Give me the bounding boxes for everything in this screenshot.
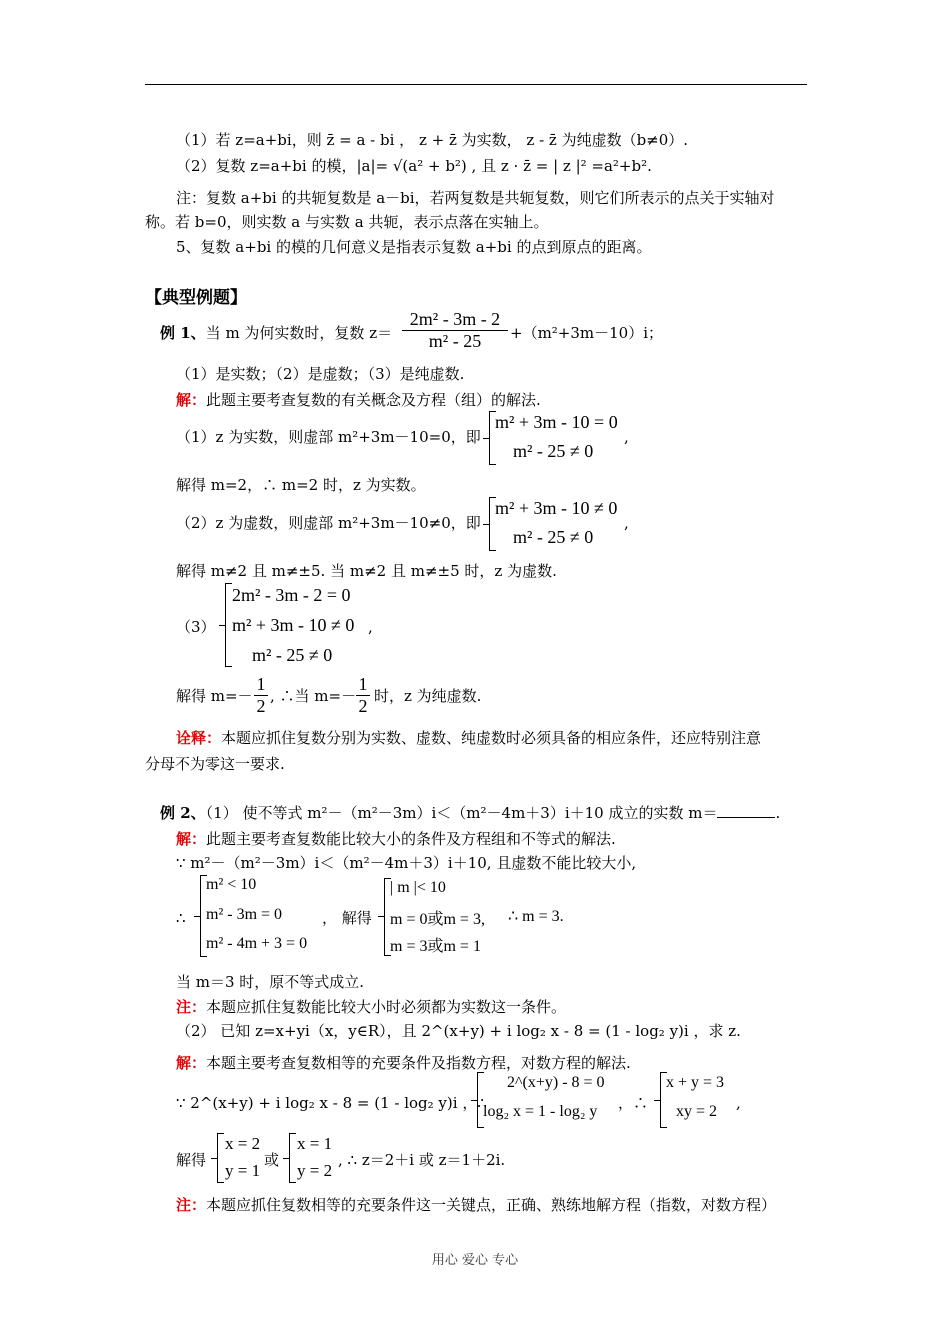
fraction-numerator: 1 xyxy=(356,674,370,696)
text-line: , xyxy=(624,514,629,532)
equation: x = 1 xyxy=(297,1134,333,1153)
text-line: （1）z 为实数，则虚部 m²+3m－10=0，即 xyxy=(176,428,481,446)
page-footer: 用心 爱心 专心 xyxy=(431,1253,519,1268)
example-label: 例 1、 xyxy=(160,324,206,342)
text-line: +（m²+3m－10）i； xyxy=(510,324,664,342)
text-line xyxy=(176,1053,631,1073)
text-line: , ∴当 m=－ xyxy=(270,687,357,705)
text-line: （2）z 为虚数，则虚部 m²+3m－10≠0，即 xyxy=(176,514,481,532)
text-line: 或 xyxy=(264,1151,280,1169)
text-line: （1）是实数；（2）是虚数；（3）是纯虚数. xyxy=(176,365,465,383)
condition: m² < 10 xyxy=(206,876,257,893)
text-line: , xyxy=(736,1094,741,1112)
note-text: 本题应抓住复数相等的充要条件这一关键点，正确、熟练地解方程（指数，对数方程） xyxy=(206,1196,777,1214)
equation: y = 1 xyxy=(225,1161,261,1180)
brace-notch xyxy=(654,1100,661,1101)
text-line: 解得 m≠2 且 m≠±5. 当 m≠2 且 m≠±5 时，z 为虚数. xyxy=(176,562,557,580)
equation: m² + 3m - 10 ≠ 0 xyxy=(495,498,618,518)
fraction-denominator: 2 xyxy=(358,696,368,716)
text-line: 称。若 b=0，则实数 a 与实数 a 共轭，表示点落在实轴上。 xyxy=(145,213,549,231)
text-line: ∵ 2^(x+y) + i log₂ x - 8 = (1 - log₂ y)i ，∴ xyxy=(176,1094,487,1112)
text-line: , xyxy=(624,428,629,446)
equation: m² - 25 ≠ 0 xyxy=(513,527,594,547)
equation: m² + 3m - 10 = 0 xyxy=(495,412,618,432)
answer-blank[interactable] xyxy=(717,817,775,818)
section-heading: 【典型例题】 xyxy=(145,288,247,308)
note-label: 诠释： xyxy=(176,729,222,747)
text-line: （2）复数 z=a+bi 的模，|a|= √(a² + b²) , 且 z · z̄ = | z |² =a²+b². xyxy=(176,157,652,175)
text-line xyxy=(176,1195,776,1215)
equation: xy = 2 xyxy=(676,1103,718,1120)
text-line: ，∴ xyxy=(618,1094,649,1112)
text-line: ， 解得 xyxy=(322,909,372,927)
equation: 2m² - 3m - 2 = 0 xyxy=(232,585,351,605)
text-line xyxy=(176,390,541,410)
example-label: 例 2、 xyxy=(160,804,206,822)
fraction xyxy=(402,309,508,352)
brace-notch xyxy=(471,1100,478,1101)
fraction-denominator: 2 xyxy=(256,696,266,716)
brace-notch xyxy=(219,625,226,626)
example-text: （1） 使不等式 m²－（m²－3m）i＜（m²－4m＋3）i＋10 成立的实数 m＝ xyxy=(205,804,718,822)
header-rule xyxy=(145,84,807,85)
equation: x + y = 3 xyxy=(666,1074,725,1091)
text-line: （2） 已知 z=x+yi（x，y∈R），且 2^(x+y) + i log₂ x - 8 = (1 - log₂ y)i ，求 z. xyxy=(176,1022,741,1040)
brace-notch xyxy=(483,438,490,439)
equation: m² + 3m - 10 ≠ 0 xyxy=(232,615,355,635)
answer: ∴ m = 3. xyxy=(508,908,564,925)
text-line: 时，z 为纯虚数. xyxy=(374,687,482,705)
text-line: 分母不为零这一要求. xyxy=(145,755,285,773)
text-line xyxy=(176,829,616,849)
equation: m² - 25 ≠ 0 xyxy=(252,645,333,665)
example-2-line xyxy=(160,803,780,823)
text-line: , xyxy=(368,618,373,636)
note-label: 注： xyxy=(176,1196,207,1214)
text-line: 解得 m=－ xyxy=(176,687,253,705)
example-1-line xyxy=(160,323,392,343)
solution-label: 解： xyxy=(176,391,207,409)
solution-text: 此题主要考查复数的有关概念及方程（组）的解法. xyxy=(206,391,541,409)
equation: log₂ x = 1 - log₂ y xyxy=(483,1103,598,1120)
text-line xyxy=(176,728,761,748)
brace-notch xyxy=(194,916,201,917)
fraction-numerator: 2m² - 3m - 2 xyxy=(402,309,508,331)
text-line: ∵ m²－（m²－3m）i＜（m²－4m＋3）i＋10, 且虚数不能比较大小, xyxy=(176,854,637,872)
condition: | m |< 10 xyxy=(390,879,446,896)
equation: y = 2 xyxy=(297,1161,333,1180)
solution-text: 本题主要考查复数相等的充要条件及指数方程，对数方程的解法. xyxy=(206,1054,631,1072)
brace-notch xyxy=(378,916,385,917)
solution-label: 解： xyxy=(176,1054,207,1072)
condition: m² - 4m + 3 = 0 xyxy=(206,935,308,952)
equation: x = 2 xyxy=(225,1134,261,1153)
text-line: 注：复数 a+bi 的共轭复数是 a－bi，若两复数是共轭复数，则它们所表示的点关于实轴对 xyxy=(176,189,775,207)
brace-notch xyxy=(211,1158,218,1159)
text-line: 解得 m=2，∴ m=2 时，z 为实数。 xyxy=(176,476,426,494)
condition: m² - 3m = 0 xyxy=(206,906,283,923)
fraction-half xyxy=(254,674,268,717)
solution-text: 此题主要考查复数能比较大小的条件及方程组和不等式的解法. xyxy=(206,830,616,848)
example-text: 当 m 为何实数时，复数 z＝ xyxy=(205,324,393,342)
text-end: . xyxy=(775,804,781,822)
note-text: 本题应抓住复数分别为实数、虚数、纯虚数时必须具备的相应条件，还应特别注意 xyxy=(221,729,762,747)
note-label: 注： xyxy=(176,998,207,1016)
text-line: （3） xyxy=(176,618,216,636)
fraction-half xyxy=(356,674,370,717)
text-line: 当 m＝3 时，原不等式成立. xyxy=(176,973,365,991)
brace-notch xyxy=(283,1158,290,1159)
equation: m² - 25 ≠ 0 xyxy=(513,441,594,461)
condition: m = 3或m = 1 xyxy=(390,938,481,955)
equation: 2^(x+y) - 8 = 0 xyxy=(507,1074,605,1091)
therefore-symbol: ∴ xyxy=(176,909,186,927)
text-line: , ∴ z＝2＋i 或 z＝1＋2i. xyxy=(338,1151,506,1169)
brace-notch xyxy=(483,524,490,525)
text-line: 解得 xyxy=(176,1151,207,1169)
text-line: （1）若 z=a+bi，则 z̄ = a - bi ， z + z̄ 为实数， z - z̄ 为纯虚数（b≠0）. xyxy=(176,131,689,149)
text-line xyxy=(176,997,566,1017)
solution-label: 解： xyxy=(176,830,207,848)
note-text: 本题应抓住复数能比较大小时必须都为实数这一条件。 xyxy=(206,998,567,1016)
fraction-denominator: m² - 25 xyxy=(428,331,482,351)
text-line: 5、复数 a+bi 的模的几何意义是指表示复数 a+bi 的点到原点的距离。 xyxy=(176,238,652,256)
brace xyxy=(384,878,385,956)
condition: m = 0或m = 3, xyxy=(390,911,485,928)
fraction-numerator: 1 xyxy=(254,674,268,696)
